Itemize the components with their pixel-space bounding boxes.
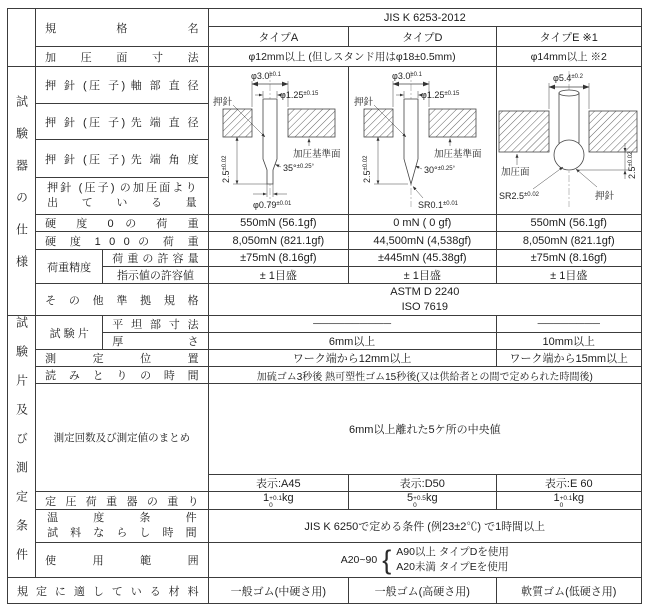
type-a-indenter-diagram xyxy=(209,67,347,211)
pressure-face-label: 加 圧 面 寸 法 xyxy=(36,47,209,67)
diagram-type-e xyxy=(496,67,642,215)
presser-foot-section-left xyxy=(364,109,393,137)
spec-name-label: 規 格 名 xyxy=(36,9,209,47)
needle-label: 押針 xyxy=(213,97,233,108)
indenter-needle xyxy=(404,99,418,184)
usage-range-notes xyxy=(396,545,509,575)
indication-tolerance-label: 指示値の許容値 xyxy=(103,267,208,284)
display-type-e: 表示:E 60 xyxy=(496,475,642,492)
load-at-0-label: 硬 度 0 の 荷 重 xyxy=(36,215,209,232)
presser-foot-section-right xyxy=(429,109,476,137)
presser-foot-section-right xyxy=(288,109,335,137)
weight-unit: kg xyxy=(572,492,585,504)
measuring-position-value-ad: ワーク端から12mm以上 xyxy=(208,350,496,367)
material-type-e: 軟質ゴム(低硬さ用) xyxy=(496,578,642,604)
weight-base: 1 xyxy=(263,492,270,504)
dim-shaft-diameter: $\varphi 1.25^{\pm 0.15}$ xyxy=(420,90,460,100)
dim-hole-diameter: $\varphi 3.0^{\pm 0.1}$ xyxy=(391,71,422,81)
protrusion-label xyxy=(36,177,209,214)
weight-tolerance: +0.5 0 xyxy=(413,495,426,509)
weight-tolerance: +0.1 0 xyxy=(269,495,282,509)
dim-ball-radius: $SR2.5^{\pm 0.02}$ xyxy=(499,191,540,201)
measuring-position-value-e: ワーク端から15mm以上 xyxy=(496,350,642,367)
presser-foot-section-left xyxy=(499,111,549,152)
other-standards-line1: ASTM D 2240 xyxy=(390,285,460,298)
dim-hole-diameter: $\varphi 3.0^{\pm 0.1}$ xyxy=(251,71,282,81)
usage-range-value xyxy=(208,543,641,578)
dim-tip-angle: 35°$^{\pm 0.25^\circ}$ xyxy=(283,163,315,173)
flat-size-label: 平 坦 部 寸 法 xyxy=(103,316,208,333)
weight-unit: kg xyxy=(425,492,438,504)
temperature-conditioning-value: JIS K 6250で定める条件 (例23±2℃) で1時間以上 xyxy=(208,510,641,543)
temperature-conditioning-label xyxy=(36,510,209,543)
dim-protrusion: $2.5^{\pm 0.02}$ xyxy=(627,151,638,179)
test-piece-label: 試 験 片 xyxy=(36,316,103,350)
usage-range-note2: A20未満 タイプEを使用 xyxy=(396,561,509,573)
measurement-summary-value: 6mm以上離れた5ケ所の中央値 xyxy=(208,384,641,475)
type-d-indenter-diagram xyxy=(350,67,495,211)
constant-load-weight-label: 定 圧 荷 重 器 の 重 り xyxy=(36,492,209,510)
display-type-a: 表示:A45 xyxy=(208,475,348,492)
load-tolerance-label: 荷 重 の 許 容 量 xyxy=(103,250,208,267)
other-standards-line2: ISO 7619 xyxy=(401,300,449,313)
weight-type-a xyxy=(208,492,348,510)
dim-tip-radius: $SR0.1^{\pm 0.01}$ xyxy=(417,200,458,210)
weight-type-e xyxy=(496,492,642,510)
usage-range-base: A20~90 xyxy=(340,554,378,566)
presser-foot-section-left xyxy=(223,109,252,137)
indenter-needle xyxy=(263,99,277,184)
type-e-indenter-diagram xyxy=(497,67,640,211)
indication-tolerance-type-d: ± 1目盛 xyxy=(349,267,496,284)
weight-type-d xyxy=(349,492,496,510)
load-at-100-type-a: 8,050mN (821.1gf) xyxy=(208,232,348,250)
dim-protrusion: $2.5^{\pm 0.02}$ xyxy=(221,155,232,183)
tip-diameter-label: 押 針 (圧 子) 先 端 直 径 xyxy=(36,104,209,140)
load-at-0-type-a: 550mN (56.1gf) xyxy=(208,215,348,232)
dim-shaft-diameter: $\varphi 1.25^{\pm 0.15}$ xyxy=(280,90,319,100)
material-type-d: 一般ゴム(高硬さ用) xyxy=(349,578,496,604)
load-at-100-type-e: 8,050mN (821.1gf) xyxy=(496,232,642,250)
indenter-ball-tip xyxy=(554,140,584,170)
suitable-materials-label: 規 定 に 適 し て い る 材 料 xyxy=(8,578,209,604)
weight-base: 5 xyxy=(406,492,414,504)
temperature-label-line2: 試 料 な ら し 時 間 xyxy=(47,527,197,539)
column-header-type-a: タイプA xyxy=(208,27,348,47)
durometer-spec-table xyxy=(7,8,642,604)
pressure-face-value-e: φ14mm以上 ※2 xyxy=(496,47,642,67)
indenter-shaft xyxy=(559,93,579,143)
material-type-a: 一般ゴム(中硬さ用) xyxy=(208,578,348,604)
pressure-reference-face-label: 加圧基準面 xyxy=(293,149,341,160)
needle-label: 押針 xyxy=(595,191,615,202)
brace-glyph: { xyxy=(382,544,392,575)
flat-size-value-ad: ────────── xyxy=(208,316,496,333)
dim-shaft-diameter: $\varphi 5.4^{\pm 0.2}$ xyxy=(553,73,584,83)
weight-tolerance: +0.1 0 xyxy=(559,495,573,509)
needle-label: 押針 xyxy=(353,97,373,108)
pressure-face-label: 加圧面 xyxy=(501,167,530,178)
thickness-value-e: 10mm以上 xyxy=(496,333,642,350)
usage-range-label: 使 用 範 囲 xyxy=(36,543,209,578)
indication-tolerance-type-a: ± 1目盛 xyxy=(208,267,348,284)
thickness-label: 厚 さ xyxy=(103,333,208,350)
temperature-label-line1: 温 度 条 件 xyxy=(47,512,197,524)
weight-base: 1 xyxy=(553,492,560,504)
column-header-type-d: タイプD xyxy=(349,27,496,47)
display-type-d: 表示:D50 xyxy=(349,475,496,492)
indication-tolerance-type-e: ± 1目盛 xyxy=(496,267,642,284)
standard-name: JIS K 6253-2012 xyxy=(208,9,641,27)
dim-tip-diameter: $\varphi 0.79^{\pm 0.01}$ xyxy=(253,200,292,210)
diagram-type-a xyxy=(208,67,348,215)
dim-protrusion: $2.5^{\pm 0.02}$ xyxy=(361,155,372,183)
load-accuracy-label: 荷重精度 xyxy=(36,250,103,284)
weight-unit: kg xyxy=(282,492,294,504)
section-label-tester-spec: 試験器の仕様 xyxy=(8,67,36,316)
load-tolerance-type-a: ±75mN (8.16gf) xyxy=(208,250,348,267)
protrusion-label-line2: 出 て い る 量 xyxy=(47,196,197,209)
presser-foot-section-right xyxy=(589,111,637,152)
column-header-type-e: タイプE ※1 xyxy=(496,27,642,47)
dim-tip-angle: 30°$^{\pm 0.25^\circ}$ xyxy=(423,165,455,175)
diagram-type-d xyxy=(349,67,496,215)
load-at-100-label: 硬 度 1 0 0 の 荷 重 xyxy=(36,232,209,250)
thickness-value-ad: 6mm以上 xyxy=(208,333,496,350)
measuring-position-label: 測 定 位 置 xyxy=(36,350,209,367)
load-tolerance-type-d: ±445mN (45.38gf) xyxy=(349,250,496,267)
load-tolerance-type-e: ±75mN (8.16gf) xyxy=(496,250,642,267)
flat-size-value-e: ──────── xyxy=(496,316,642,333)
tip-angle-label: 押 針 (圧 子) 先 端 角 度 xyxy=(36,140,209,177)
other-standards-value xyxy=(208,284,641,316)
load-at-0-type-e: 550mN (56.1gf) xyxy=(496,215,642,232)
load-at-100-type-d: 44,500mN (4,538gf) xyxy=(349,232,496,250)
measurement-summary-label: 測定回数及び測定値のまとめ xyxy=(36,384,209,492)
reading-time-label: 読 み と り の 時 間 xyxy=(36,367,209,384)
pressure-reference-face-label: 加圧基準面 xyxy=(433,149,482,160)
reading-time-value: 加硫ゴム3秒後 熱可塑性ゴム15秒後(又は供給者との間で定められた時間後) xyxy=(208,367,641,384)
protrusion-label-line1: 押針 (圧子) の加圧面より xyxy=(47,181,197,194)
usage-range-note1: A90以上 タイプDを使用 xyxy=(396,546,509,558)
shaft-diameter-label: 押 針 (圧 子) 軸 部 直 径 xyxy=(36,67,209,104)
load-at-0-type-d: 0 mN ( 0 gf) xyxy=(349,215,496,232)
pressure-face-value-ad: φ12mm以上 (但しスタンド用はφ18±0.5mm) xyxy=(208,47,496,67)
other-standards-label: そ の 他 準 拠 規 格 xyxy=(36,284,209,316)
section-label-specimen-conditions: 試験片及び測定条件 xyxy=(8,316,36,578)
corner-cell xyxy=(8,9,36,67)
